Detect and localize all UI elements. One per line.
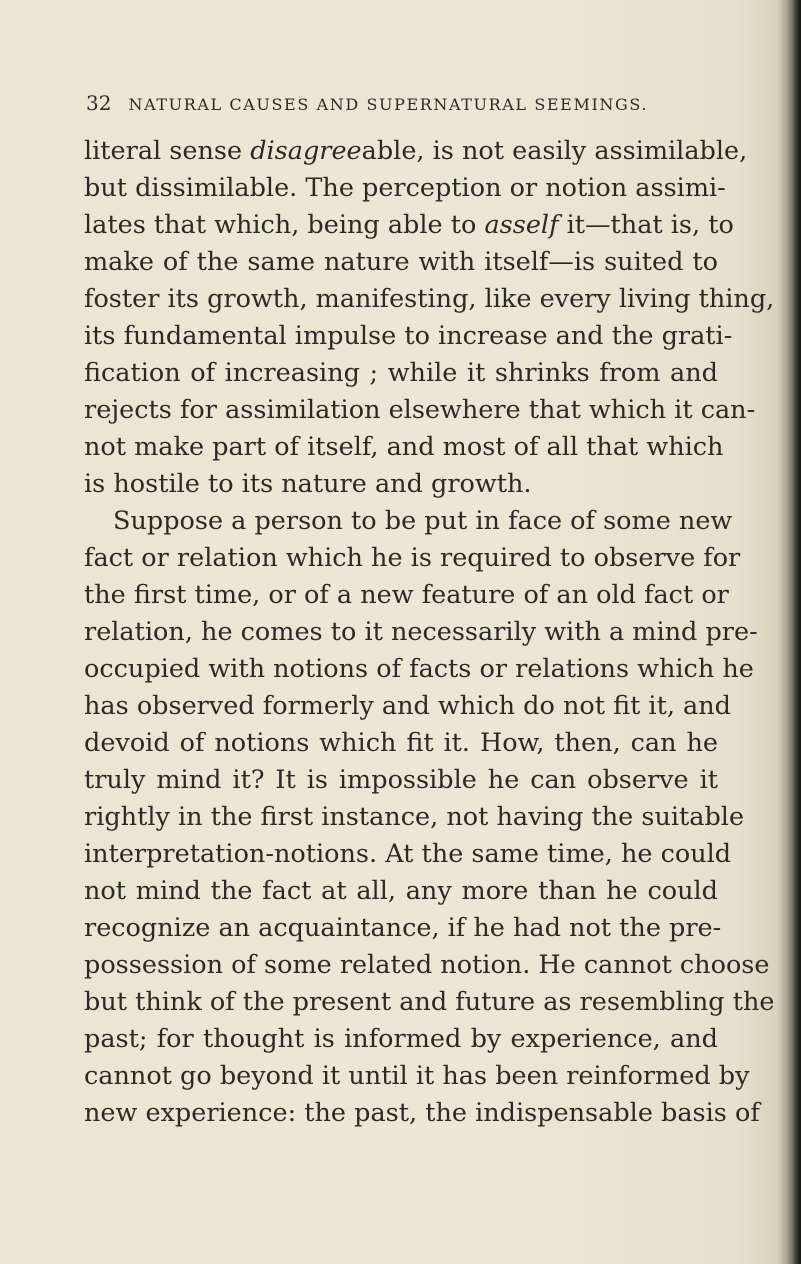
text-line-22: recognize an acquaintance, if he had not the pre- xyxy=(84,913,722,943)
text-line-21: not mind the fact at all, any more than he could xyxy=(84,876,718,906)
text-line-23: possession of some related notion. He cannot choose xyxy=(84,950,770,980)
text-line-19: rightly in the first instance, not having the suitable xyxy=(84,802,745,832)
text-line-6: its fundamental impulse to increase and the grati- xyxy=(84,321,733,351)
text-line-7: fication of increasing ; while it shrinks from and xyxy=(84,358,718,388)
page-header xyxy=(86,91,706,119)
text-line-12: fact or relation which he is required to observe for xyxy=(84,543,741,573)
running-head: NATURAL CAUSES AND SUPERNATURAL SEEMINGS. xyxy=(128,95,649,114)
text-line-14: relation, he comes to it necessarily with a mind pre- xyxy=(84,617,758,647)
page-edge-shadow xyxy=(787,0,801,1264)
text-line-13: the first time, or of a new feature of an old fact or xyxy=(84,580,729,610)
text-line-3: lates that which, being able to asself it—that is, to xyxy=(84,210,734,240)
text-line-10: is hostile to its nature and growth. xyxy=(84,469,532,499)
text-line-20: interpretation-notions. At the same time, he could xyxy=(84,839,732,869)
text-line-8: rejects for assimilation elsewhere that which it can- xyxy=(84,395,756,425)
text-line-15: occupied with notions of facts or relations which he xyxy=(84,654,754,684)
text-line-11: Suppose a person to be put in face of some new xyxy=(113,506,733,536)
page-number: 32 xyxy=(86,91,112,115)
text-line-4: make of the same nature with itself—is suited to xyxy=(84,247,718,277)
text-line-26: cannot go beyond it until it has been reinformed by xyxy=(84,1061,750,1091)
text-line-17: devoid of notions which fit it. How, then, can he xyxy=(84,728,718,758)
text-line-9: not make part of itself, and most of all that which xyxy=(84,432,724,462)
text-line-1: literal sense disagreeable, is not easily assimilable, xyxy=(84,136,748,166)
text-line-25: past; for thought is informed by experience, and xyxy=(84,1024,718,1054)
text-line-5: foster its growth, manifesting, like every living thing, xyxy=(84,284,775,314)
text-line-2: but dissimilable. The perception or notion assimi- xyxy=(84,173,726,203)
text-line-18: truly mind it? It is impossible he can observe it xyxy=(84,765,718,795)
text-line-24: but think of the present and future as resembling the xyxy=(84,987,775,1017)
text-line-16: has observed formerly and which do not fit it, and xyxy=(84,691,732,721)
text-line-27: new experience: the past, the indispensable basis of xyxy=(84,1098,760,1128)
